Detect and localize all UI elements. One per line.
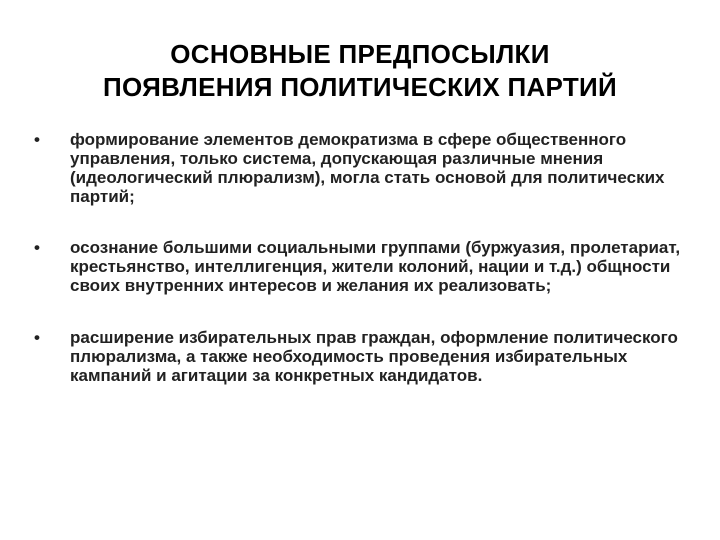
title-line-1: ОСНОВНЫЕ ПРЕДПОСЫЛКИ <box>170 39 550 69</box>
title-line-2: ПОЯВЛЕНИЯ ПОЛИТИЧЕСКИХ ПАРТИЙ <box>102 72 618 102</box>
bullet-text: осознание большими социальными группами (буржуазия, пролетариат, крестьянство, интеллигенция, жители колоний, нации и т.д.) общности своих внутренних интересов и желания их реализовать; <box>70 238 681 295</box>
bullet-list <box>34 130 694 385</box>
bullet-marker: • <box>34 130 40 149</box>
slide-title <box>20 38 700 104</box>
bullet-marker: • <box>34 238 40 257</box>
bullet-marker: • <box>34 328 40 347</box>
bullet-item-electoral-rights <box>34 328 694 385</box>
bullet-item-democratism <box>34 130 694 206</box>
bullet-text: формирование элементов демократизма в сфере общественного управления, только система, допускающая различные мнения (идеологический плюрализм), могла стать основой для политических партий; <box>70 130 665 206</box>
bullet-text: расширение избирательных прав граждан, оформление политического плюрализма, а также необходимость проведения избирательных кампаний и агитации за конкретных кандидатов. <box>70 328 678 385</box>
bullet-item-social-groups <box>34 238 694 295</box>
